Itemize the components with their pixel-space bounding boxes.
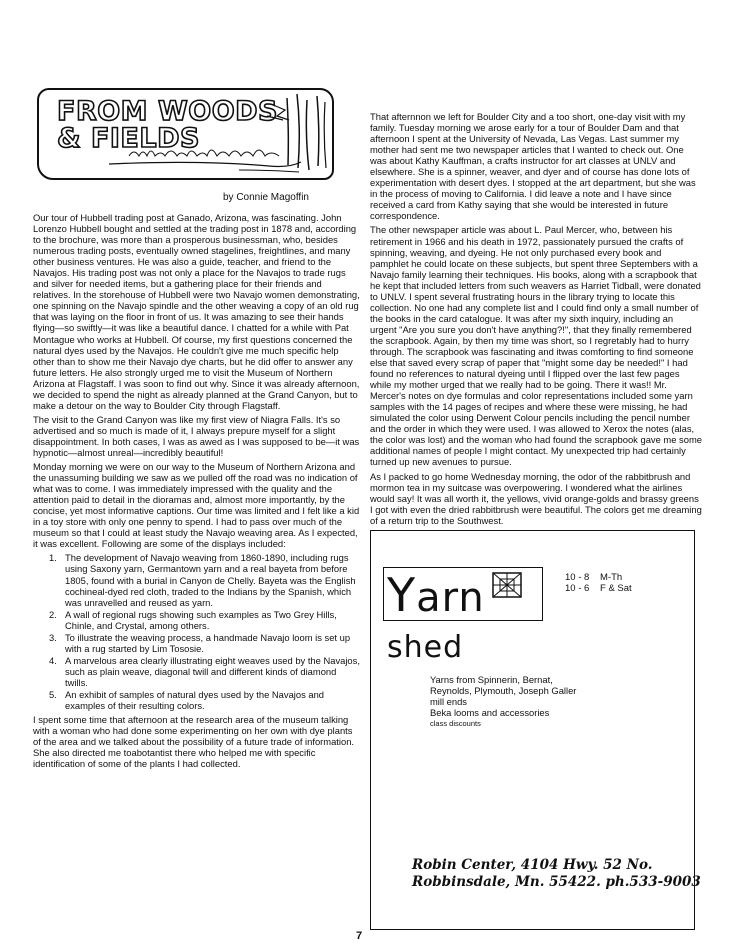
list-text: An exhibit of samples of natural dyes used by the Navajos and examples of their resulting colors. [65, 688, 325, 712]
article-paragraph: The visit to the Grand Canyon was like my first view of Niagra Falls. It's so advertised and so much is made of it, I always prepure myself for a slight disappointment. In both cases, I was as awed as I was supposed to be—it was hypnotic—almost unreal—incredibly beautiful! [33, 413, 360, 458]
article-paragraph: The other newspaper article was about L. Paul Mercer, who, between his retirement in 1966 and his death in 1972, passionately pursued the crafts of spinning, weaving, and dyeing. He not only purchased every book and pamphlet he could locate on these subjects, but spent three Septembers with a Navajo family learning their techniques. His books, along with a scrapbook that he kept that included letters from such weavers as Harriet Tidball, were donated to UNLV. I spent several frustrating hours in the library trying to locate this collection. No one had any complete list and I could find only a small number of the books in the card catalogue. It was after my sixth inquiry, including an urgent "Are you sure you don't have anything?!", that they finally remembered the scrapbook. Again, by then my time was short, so I regretably had to hurry through. The scrapbook was fascinating and itwas comforting to find someone else that saved every scrap of paper that "might some day be needed!" I had found no references to natural dyeing until I flipped over the last few pages while my mother urged that we really had to be going. There it was!! Mr. Mercer's notes on dye formulas and color representations included some yarn samples with the 14 pages of recipes and where these were missing, he had simulated the color using Derwent Colour pencils including the pencil number and the order in which they were used. I was allowed to Xerox the notes (alas, the color was lost) and the woman who had found the scrapbook gave me some additional names of people I might contact. My unexpected trip had certainly turned up new avenues to pursue. [370, 224, 702, 468]
logo-word: shed [387, 630, 464, 665]
ad-address: Robin Center, 4104 Hwy. 52 No. Robbinsdale, Mn. 55422. ph.533-9003 [412, 857, 701, 890]
list-item [33, 552, 361, 607]
list-item [33, 609, 361, 631]
hours-row: 10 - 6 F & Sat [565, 583, 632, 594]
list-item [33, 689, 361, 711]
ad-description: Yarns from Spinnerin, Bernat, Reynolds, Plymouth, Joseph Galler mill ends Beka looms and accessories class discounts [430, 674, 577, 728]
hours-row: 10 - 8 M-Th [565, 572, 623, 583]
article-paragraph: As I packed to go home Wednesday morning, the odor of the rabbitbrush and mormon tea in my suitcase was overpowering. I wondered what the airlines would say! It was all worth it, the yellows, vivid orange-golds and brassy greens I got with even the dried rabbitbrush were beautiful. The colors get me dreaming of a return trip to the Southwest. [370, 470, 702, 526]
article-paragraph: That afternnon we left for Boulder City and a too short, one-day visit with my family. Tuesday morning we arose early for a tour of Boulder Dam and that afternoon I spent at the University of Nevada, Las Vegas. Last summer my mother had sent me two newspaper articles that I wanted to check out. One was about Kathy Kauffman, a crafts instructor for art classes at UNLV and elsewhere. She is a spinner, weaver, and dyer and of course has done lots of experimentation with desert dyes. I stopped at the art department, but she was in the process of moving to California. I did leave a note and I have since received a card from Kathy saying that she would be interested in future correspondence. [370, 111, 696, 222]
store-hours [565, 572, 632, 594]
byline: by Connie Magoffin [223, 192, 309, 203]
list-number: 1. [49, 552, 57, 564]
list-text: The development of Navajo weaving from 1860-1890, including rugs using Saxony yarn, Germantown yarn and a real bayeta from before 1805, found with a burial in Canyon de Chelly. Bayeta was the English cochineal-dyed red cloth, traded to the Indians by the Spanish, which was unravelled and reused as yarn. [65, 552, 356, 608]
list-item [33, 655, 361, 688]
list-text: A marvelous area clearly illustrating eight weaves used by the Navajos, such as plain weave, diagonal twill and different kinds of diamond twills. [65, 654, 360, 688]
list-number: 3. [49, 631, 57, 643]
list-text: A wall of regional rugs showing such examples as Two Grey Hills, Chinle, and Crystal, among others. [65, 608, 337, 631]
left-column [33, 212, 361, 772]
woods-fields-illustration [39, 90, 336, 182]
shed-icon [492, 572, 522, 598]
article-paragraph: Monday morning we were on our way to the Museum of Northern Arizona and the unassuming building we saw as we pulled off the road was no indication of what was to come. I was immediately impressed with the quality and the attention paid to detail in the dioramas and, almost more importantly, by the concise, yet most informative captions. Our time was limited and I felt like a kid in a toy store with only one penny to spend. I had to pass over much of the museum so that I could at least study the Navajo weaving area. As I expected, it was excellent. Following are some of the displays included: [33, 461, 360, 550]
list-item [33, 632, 361, 654]
yarn-shed-logo [383, 567, 543, 665]
column-header-box [37, 88, 334, 180]
list-text: To illustrate the weaving process, a handmade Navajo loom is set up with a rug started by Lim Tososie. [65, 631, 351, 654]
list-number: 5. [49, 688, 57, 700]
logo-word: arn [416, 575, 485, 621]
list-number: 2. [49, 608, 57, 620]
article-paragraph: Our tour of Hubbell trading post at Ganado, Arizona, was fascinating. John Lorenzo Hubbell bought and settled at the trading post in 1878 and, according to the brochure, was more than a prosperous businessman, who, besides numerous trading posts, eventually owned stagelines, freightlines, and many other business ventures. He was also a guide, teacher, and friend to the Navajos. His trading post was not only a place for the Navajos to trade rugs and silver for needed items, but a gathering place for their friends and relatives. In the storehouse of Hubbell were two Navajo women demonstrating, one spinning on the Navajo spindle and the other weaving a copy of an old rug that was laying on the floor in front of us. It was amazing to see their hands flying—so swiftly—it was like a beautiful dance. I chatted for a while with Pat Montague who works at Hubbell. Of course, my first questions concerned the natural dyes used by the Navajos. He couldn't give me much specific help other than to show me their Navajo dye charts, but he did offer to answer any future letters. He also strongly urged me to visit the Museum of Northern Arizona at Flagstaff. I was soon to find out why. Since it was already afternoon, we decided to spend the night as already planned at the Grand Canyon, but to make a detour on the way to Boulder City through Flagstaff. [33, 212, 360, 411]
article-paragraph: I spent some time that afternoon at the research area of the museum talking with a woman who had done some experimenting on her own with dye plants of the area and we talked about the possibility of a future trade of information. She also directed me toabotantist there who helped me with specific identification of some of the plants I had collected. [33, 714, 355, 770]
displays-list [33, 552, 361, 711]
logo-letter: Y [387, 568, 417, 622]
right-column [370, 111, 702, 529]
page-number: 7 [356, 930, 363, 942]
column-title-line2: & FIELDS [57, 123, 200, 154]
column-title-line1: FROM WOODS [57, 96, 278, 127]
list-number: 4. [49, 654, 57, 666]
